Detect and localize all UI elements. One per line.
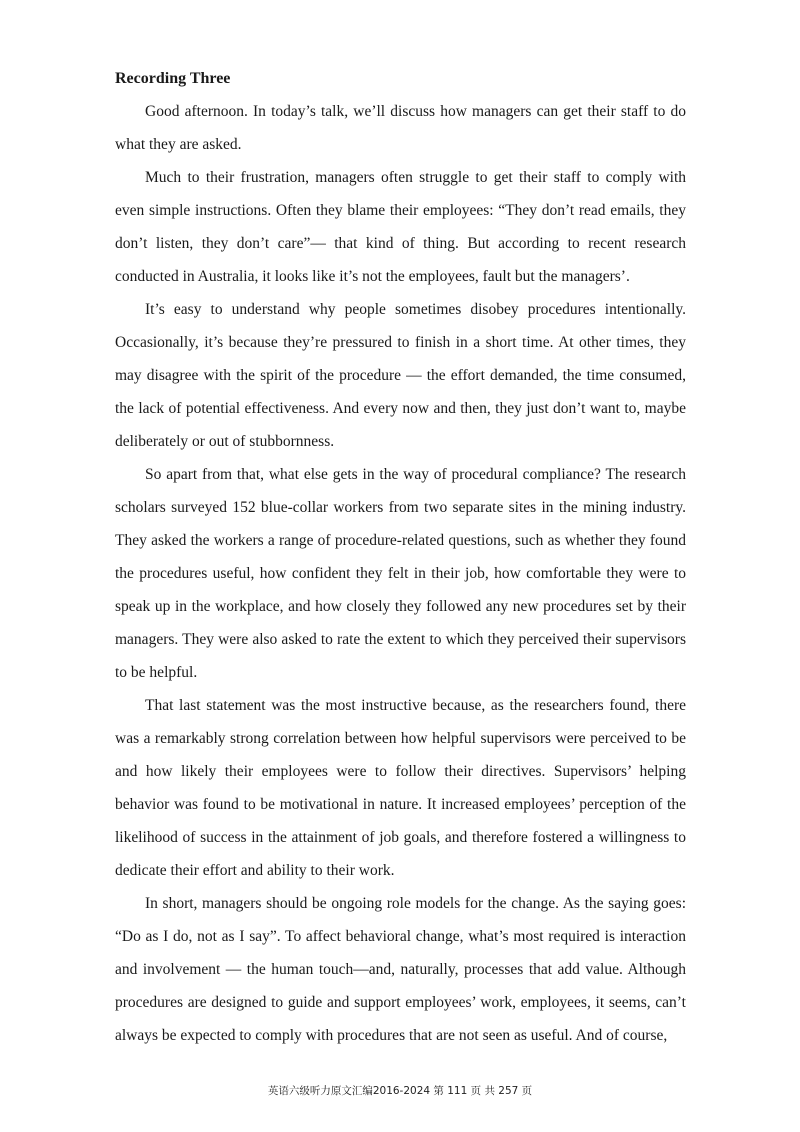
paragraph-2: Much to their frustration, managers often struggle to get their staff to comply with even simple instructions. Often they blame their employees: “They don’t read emails, they don’t listen, they don’t care”— that kind of thing. But according to recent research conducted in Australia, it looks like it’s not the employees, fault but the managers’. <box>115 169 686 285</box>
paragraph-5: That last statement was the most instructive because, as the researchers found, there was a remarkably strong correlation between how helpful supervisors were perceived to be and how likely their employees were to follow their directives. Supervisors’ helping behavior was found to be motivational in nature. It increased employees’ perception of the likelihood of success in the attainment of job goals, and therefore fostered a willingness to dedicate their effort and ability to their work. <box>115 697 686 879</box>
section-heading: Recording Three <box>115 70 231 87</box>
paragraph-1: Good afternoon. In today’s talk, we’ll discuss how managers can get their staff to do what they are asked. <box>115 103 686 153</box>
paragraph-6: In short, managers should be ongoing role models for the change. As the saying goes: “Do as I do, not as I say”. To affect behavioral change, what’s most required is interaction and involvement — the human touch—and, naturally, processes that add value. Although procedures are designed to guide and support employees’ work, employees, it seems, can’t always be expected to comply with procedures that are not seen as useful. And of course, <box>115 895 686 1044</box>
footer-page-info: 英语六级听力原文汇编2016-2024 第 111 页 共 257 页 <box>267 1085 533 1097</box>
document-body <box>115 62 686 1052</box>
paragraph-4: So apart from that, what else gets in the way of procedural compliance? The research scholars surveyed 152 blue-collar workers from two separate sites in the mining industry. They asked the workers a range of procedure-related questions, such as whether they found the procedures useful, how confident they felt in their job, how comfortable they were to speak up in the workplace, and how closely they followed any new procedures set by their managers. They were also asked to rate the extent to which they perceived their supervisors to be helpful. <box>115 466 686 681</box>
paragraph-3: It’s easy to understand why people sometimes disobey procedures intentionally. Occasionally, it’s because they’re pressured to finish in a short time. At other times, they may disagree with the spirit of the procedure — the effort demanded, the time consumed, the lack of potential effectiveness. And every now and then, they just don’t want to, maybe deliberately or out of stubbornness. <box>115 301 686 450</box>
page-footer <box>0 1083 800 1098</box>
